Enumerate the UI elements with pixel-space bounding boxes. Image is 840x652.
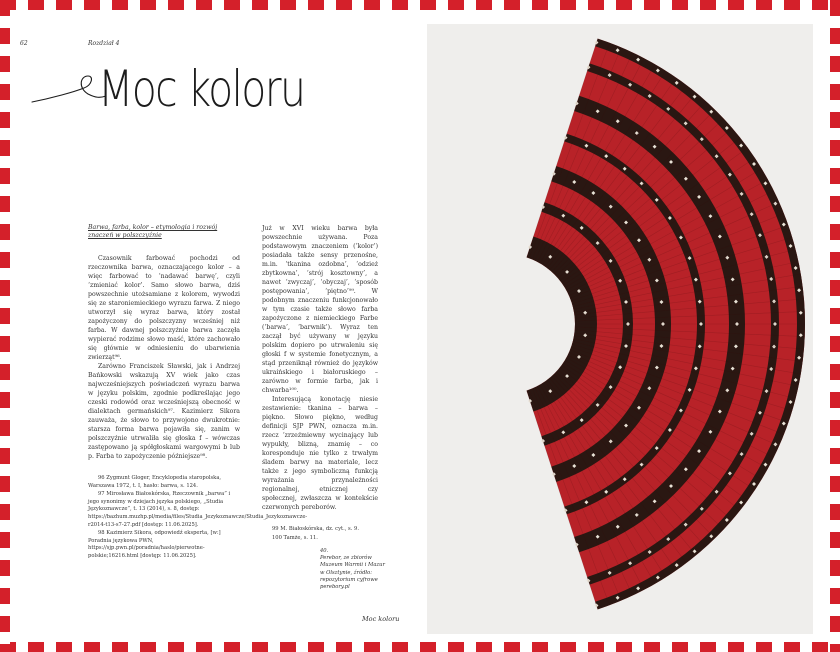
footnote: 100 Tamże, s. 11. (272, 534, 318, 541)
footer-title: Moc koloru (362, 615, 400, 623)
footnotes-right (262, 526, 378, 542)
textile-photo (427, 24, 813, 634)
caption-line: Perebor, ze zbiorów (320, 555, 372, 562)
footnote: 97 Mirosława Białoskórska, Rzeczownik „barwa” i jego synonimy w dziejach języka polskiego, „Studia Językoznawcze”, t. 13 (2014), s. 8, dostęp: https://bazhum.muzhp.pl/media/files/Studia_Jezykoznawcze/Studia_Jezykoznawcze-r2014-t13-s7-27.pdf [dostęp: 11.06.2025]. (88, 491, 308, 528)
caption-line: Muzeum Warmii i Mazur (320, 562, 385, 569)
caption-line: repozytorium cyfrowe (320, 576, 378, 583)
paragraph: Interesującą konotację niesie zestawienie: tkanina – barwa – piękno. Słowo piękno, według definicji SJP PWN, oznacza m.in. rzecz ‘zrzeźmiewny wycinający lub wypukły, blizną, znamię – co koresponduje nie tylko z trwałym śladem barwy na materiale, lecz także z jego symboliczną funkcją wyrażania przynależności regionalnej, etnicznej czy społecznej, zwłaszcza w kontekście czerwonych pereborów. (262, 396, 378, 511)
right-text-column (262, 224, 378, 543)
paragraph: Czasownik farbować pochodzi od rzeczownika barwa, oznaczającego kolor – a więc farbować to ‘nadawać barwę’, czyli ‘zmieniać kolor’. Samo słowo barwa, dziś powszechnie utożsamiane z kolorem, wywodzi się ze staroniemieckiego wyrazu farwa. Z niego utworzył się wyraz barwa, który został zapożyczony do polszczyzny wcześniej niż farba. W dawnej polszczyźnie barwa zaczęła wypierać rodzime słowo maść, które zachowało się głównie w odniesieniu do ubarwienia zwierząt⁹⁶. (88, 255, 240, 361)
image-caption (320, 548, 390, 591)
page-number: 62 (20, 40, 28, 47)
caption-line: w Olsztynie, źródło: (320, 569, 372, 576)
headline-text: Moc koloru (98, 60, 305, 118)
section-title: Barwa, farba, kolor – etymologia i rozwój znaczeń w polszczyźnie (88, 224, 218, 239)
dashed-border-left (0, 0, 10, 652)
chapter-running-head: Rozdział 4 (88, 40, 120, 47)
paragraph: Zarówno Franciszek Sławski, jak i Andrzej Bańkowski wskazują XV wiek jako czas najwcześniejszych poświadczeń wyrazu barwa w języku polskim, zgodnie podkreślając jego czeski rodowód oraz wcześniejszą obecność w dialektach germańskich⁹⁷. Kazimierz Sikora zauważa, że słowo to przywojono dwukrotnie: starsza forma barwa pojawiła się, zanim w polszczyźnie utrwaliła się głoska f – wówczas zastępowano ją spółgłoskami wargowymi b lub p. Farba to zapożyczenie późniejsze⁹⁸. (88, 363, 240, 460)
caption-line: perebory.pl (320, 584, 350, 591)
footnote: 96 Zygmunt Gloger, Encyklopedia staropolska, Warszawa 1972, t. I, hasło: barwa, s. 124. (88, 475, 222, 489)
dashed-border-bottom (0, 642, 840, 652)
dashed-border-right (830, 0, 840, 652)
paragraph: Już w XVI wieku barwa była powszechnie używana. Poza podstawowym znaczeniem (‘kolor’) posiadała także sensy przenośne, m.in. ‘tkanina ozdobna’, ‘odzież zbytkowna’, ‘strój kosztowny’, a nawet ‘zwyczaj’, ‘obyczaj’, ‘sposób postępowania’, ‘piętno’⁹⁹. W podobnym znaczeniu funkcjonowało w tym czasie także słowo farba zapożyczone z niemieckiego Farbe (‘barwa’, ‘barwnik’). Wyraz ten zaczął być używany w języku polskim dopiero po utrwaleniu się głoski f w systemie fonetycznym, a stąd przeniknął również do języków ukraińskiego i białoruskiego – zarówno w formie farba, jak i chwarba¹⁰⁰. (262, 225, 378, 394)
caption-number: 40. (320, 548, 329, 554)
chapter-headline (22, 58, 402, 128)
dashed-border-top (0, 0, 840, 10)
footnote: 99 M. Białoskórska, dz. cyt., s. 9. (272, 526, 359, 532)
skirt-illustration (427, 24, 813, 634)
footnote: 98 Kazimierz Sikora, odpowiedź eksperta, [w:] Poradnia językowa PWN, https://sjp.pwn.pl/poradnia/haslo/pierwotne-polskie;16216.html [dostęp: 11.06.2025]. (88, 530, 221, 559)
